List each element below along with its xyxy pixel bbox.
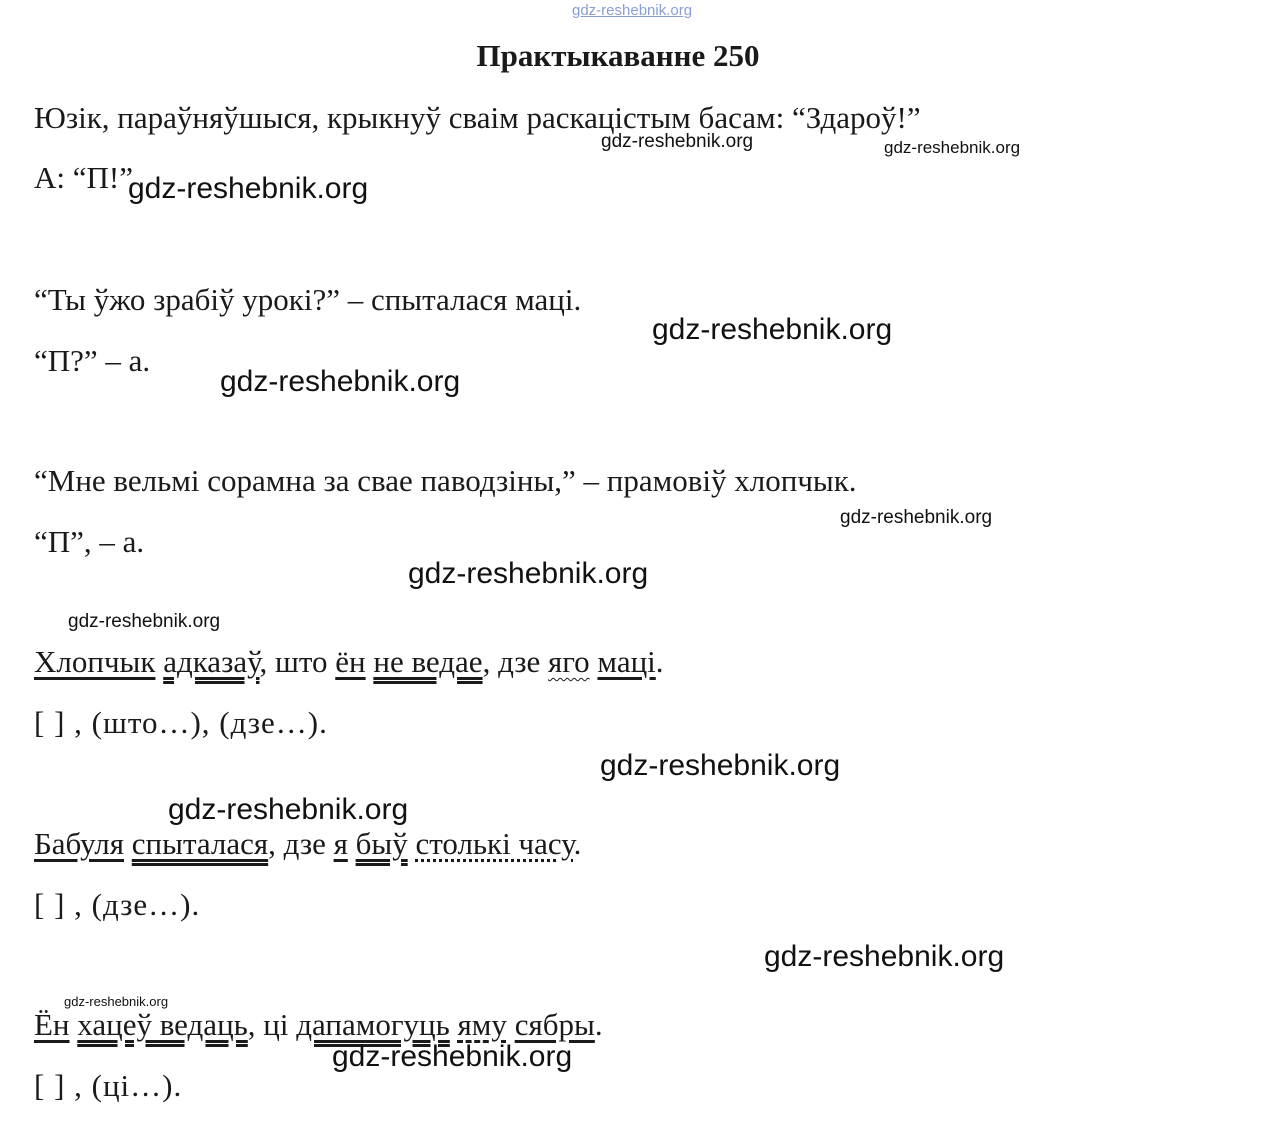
subject: Бабуля [34,826,125,861]
text-fragment: , ці [247,1007,297,1042]
predicate: адказаў [163,644,260,679]
subject: Ён [34,1007,70,1042]
watermark: gdz-reshebnik.org [840,507,993,528]
text-fragment: . [655,644,664,679]
watermark: gdz-reshebnik.org [220,365,461,398]
watermark: gdz-reshebnik.org [884,138,1021,157]
text-fragment: . [573,826,582,861]
predicate: спыталася [131,826,269,861]
object: яму [457,1007,507,1042]
dialog1-line1: Юзік, параўняўшыся, крыкнуў сваім раскацістым басам: “Здароў!” [34,100,921,135]
text-fragment [507,1007,515,1042]
watermark: gdz-reshebnik.org [408,557,649,590]
text-fragment: , дзе [482,644,548,679]
text-fragment [124,826,132,861]
watermark: gdz-reshebnik.org [64,994,169,1009]
dialog3-line2: “П”, – а. [34,524,145,559]
adverbial: столькі часу [415,826,574,861]
subject: Хлопчык [34,644,156,679]
watermark: gdz-reshebnik.org [332,1040,573,1073]
predicate: дапамогуць [296,1007,450,1042]
sentence3-scheme: [ ] , (ці…). [34,1068,183,1103]
watermark-top: gdz-reshebnik.org [572,2,693,19]
watermark: gdz-reshebnik.org [764,940,1005,973]
subject: я [333,826,348,861]
subject: сябры [514,1007,595,1042]
watermark: gdz-reshebnik.org [128,172,369,205]
text-fragment: , дзе [268,826,334,861]
text-fragment: , што [259,644,336,679]
dialog1-line2: А: “П!” [34,160,133,195]
watermark: gdz-reshebnik.org [652,313,893,346]
dialog2-line1: “Ты ўжо зрабіў урокі?” – спыталася маці. [34,282,582,317]
dialog2-line2: “П?” – а. [34,343,151,378]
subject: маці [597,644,656,679]
sentence1-scheme: [ ] , (што…), (дзе…). [34,705,328,740]
sentence2 [34,826,581,862]
predicate: не ведае [373,644,483,679]
attribute: яго [547,644,590,679]
text-fragment [348,826,356,861]
text-fragment: . [594,1007,603,1042]
watermark: gdz-reshebnik.org [168,793,409,826]
predicate: быў [355,826,408,861]
text-fragment [450,1007,458,1042]
sentence2-scheme: [ ] , (дзе…). [34,887,201,922]
sentence3 [34,1007,603,1043]
watermark: gdz-reshebnik.org [68,611,221,632]
sentence1 [34,644,664,680]
subject: ён [335,644,366,679]
dialog3-line1: “Мне вельмі сорамна за свае паводзіны,” – прамовіў хлопчык. [34,463,857,498]
watermark: gdz-reshebnik.org [601,131,754,152]
predicate: хацеў ведаць [77,1007,248,1042]
watermark: gdz-reshebnik.org [600,749,841,782]
page-title: Практыкаванне 250 [476,38,760,73]
